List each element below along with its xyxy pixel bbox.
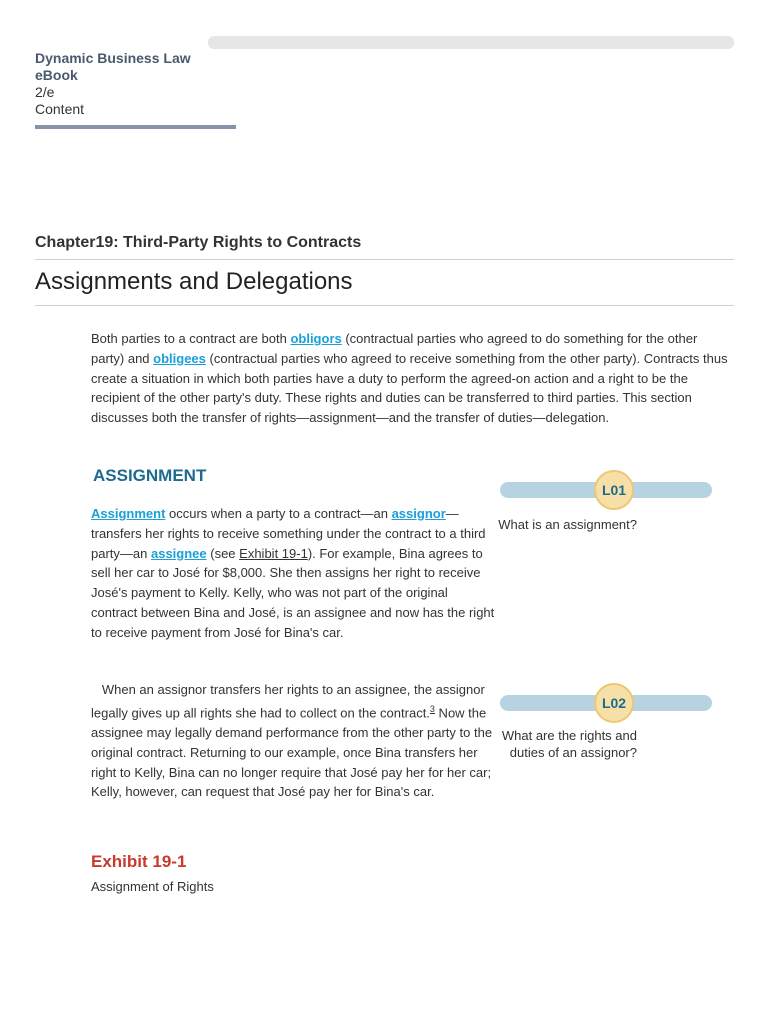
divider (35, 259, 734, 260)
book-header-rule (35, 125, 236, 129)
intro-paragraph (91, 329, 731, 428)
book-meta (35, 84, 84, 118)
lo-question-2: What are the rights and duties of an assignor? (501, 728, 637, 760)
glossary-link-assignor[interactable]: assignor (391, 506, 446, 521)
text-run: (contractual parties who agreed to receive something from the other party). Contracts thus create a situation in which both parties have a duty to perform the agreed-on action and a right to be the recipient of the other party's duty. These rights and duties can be transferred to third parties. This section discusses both the transfer of rights—assignment—and the transfer of duties—delegation. (91, 350, 728, 426)
text-run: —transfers her rights to receive something under the contract to a third party—an (91, 506, 486, 561)
assignment-heading: ASSIGNMENT (93, 466, 207, 485)
book-edition: 2/e (35, 84, 55, 100)
chapter-title: Chapter19: Third-Party Rights to Contracts (35, 234, 362, 251)
exhibit-title: Exhibit 19-1 (91, 852, 187, 871)
glossary-link-obligors[interactable]: obligors (290, 331, 342, 346)
text-run: (see (206, 545, 240, 561)
divider (35, 305, 734, 306)
lo-badge-2: L02 (594, 683, 634, 723)
text-run: ). For example, Bina agrees to sell her car to José for $8,000. She then assigns her right to receive José's payment to Kelly. Kelly, who was not part of the original contract between Bina and José, is an assignee and now has the right to receive payment from José for Bina's car. (91, 545, 495, 640)
exhibit-link[interactable]: Exhibit 19-1 (239, 545, 308, 561)
glossary-link-obligees[interactable]: obligees (153, 350, 206, 366)
section-title: Assignments and Delegations (35, 268, 353, 295)
text-run: occurs when a party to a contract—an (165, 506, 392, 521)
book-title: Dynamic Business Law eBook (35, 50, 191, 83)
lo-badge-1: L01 (594, 470, 634, 510)
glossary-link-assignee[interactable]: assignee (150, 545, 207, 561)
lo-question-1: What is an assignment? (498, 517, 637, 532)
footnote-link[interactable]: 3 (429, 703, 435, 714)
assignment-paragraph (91, 504, 496, 643)
assignor-paragraph (91, 680, 496, 802)
text-run: When an assignor transfers her rights to an assignee, the assignor legally gives up all rights she had to collect on the contract. (91, 682, 485, 721)
exhibit-caption: Assignment of Rights (91, 879, 214, 894)
book-section: Content (35, 101, 85, 117)
text-run: Both parties to a contract are both (91, 331, 291, 346)
text-run: (contractual parties who agreed to do something for the other party) and (91, 331, 698, 366)
glossary-link-assignment[interactable]: Assignment (91, 506, 166, 521)
top-progress-bar (208, 36, 734, 49)
text-run: Now the assignee may legally demand performance from the other party to the original contract. Returning to our example, once Bina transfers her right to Kelly, Bina can no longer require that José pay her for her car; Kelly, however, can request that José pay her for Bina's car. (91, 705, 493, 800)
